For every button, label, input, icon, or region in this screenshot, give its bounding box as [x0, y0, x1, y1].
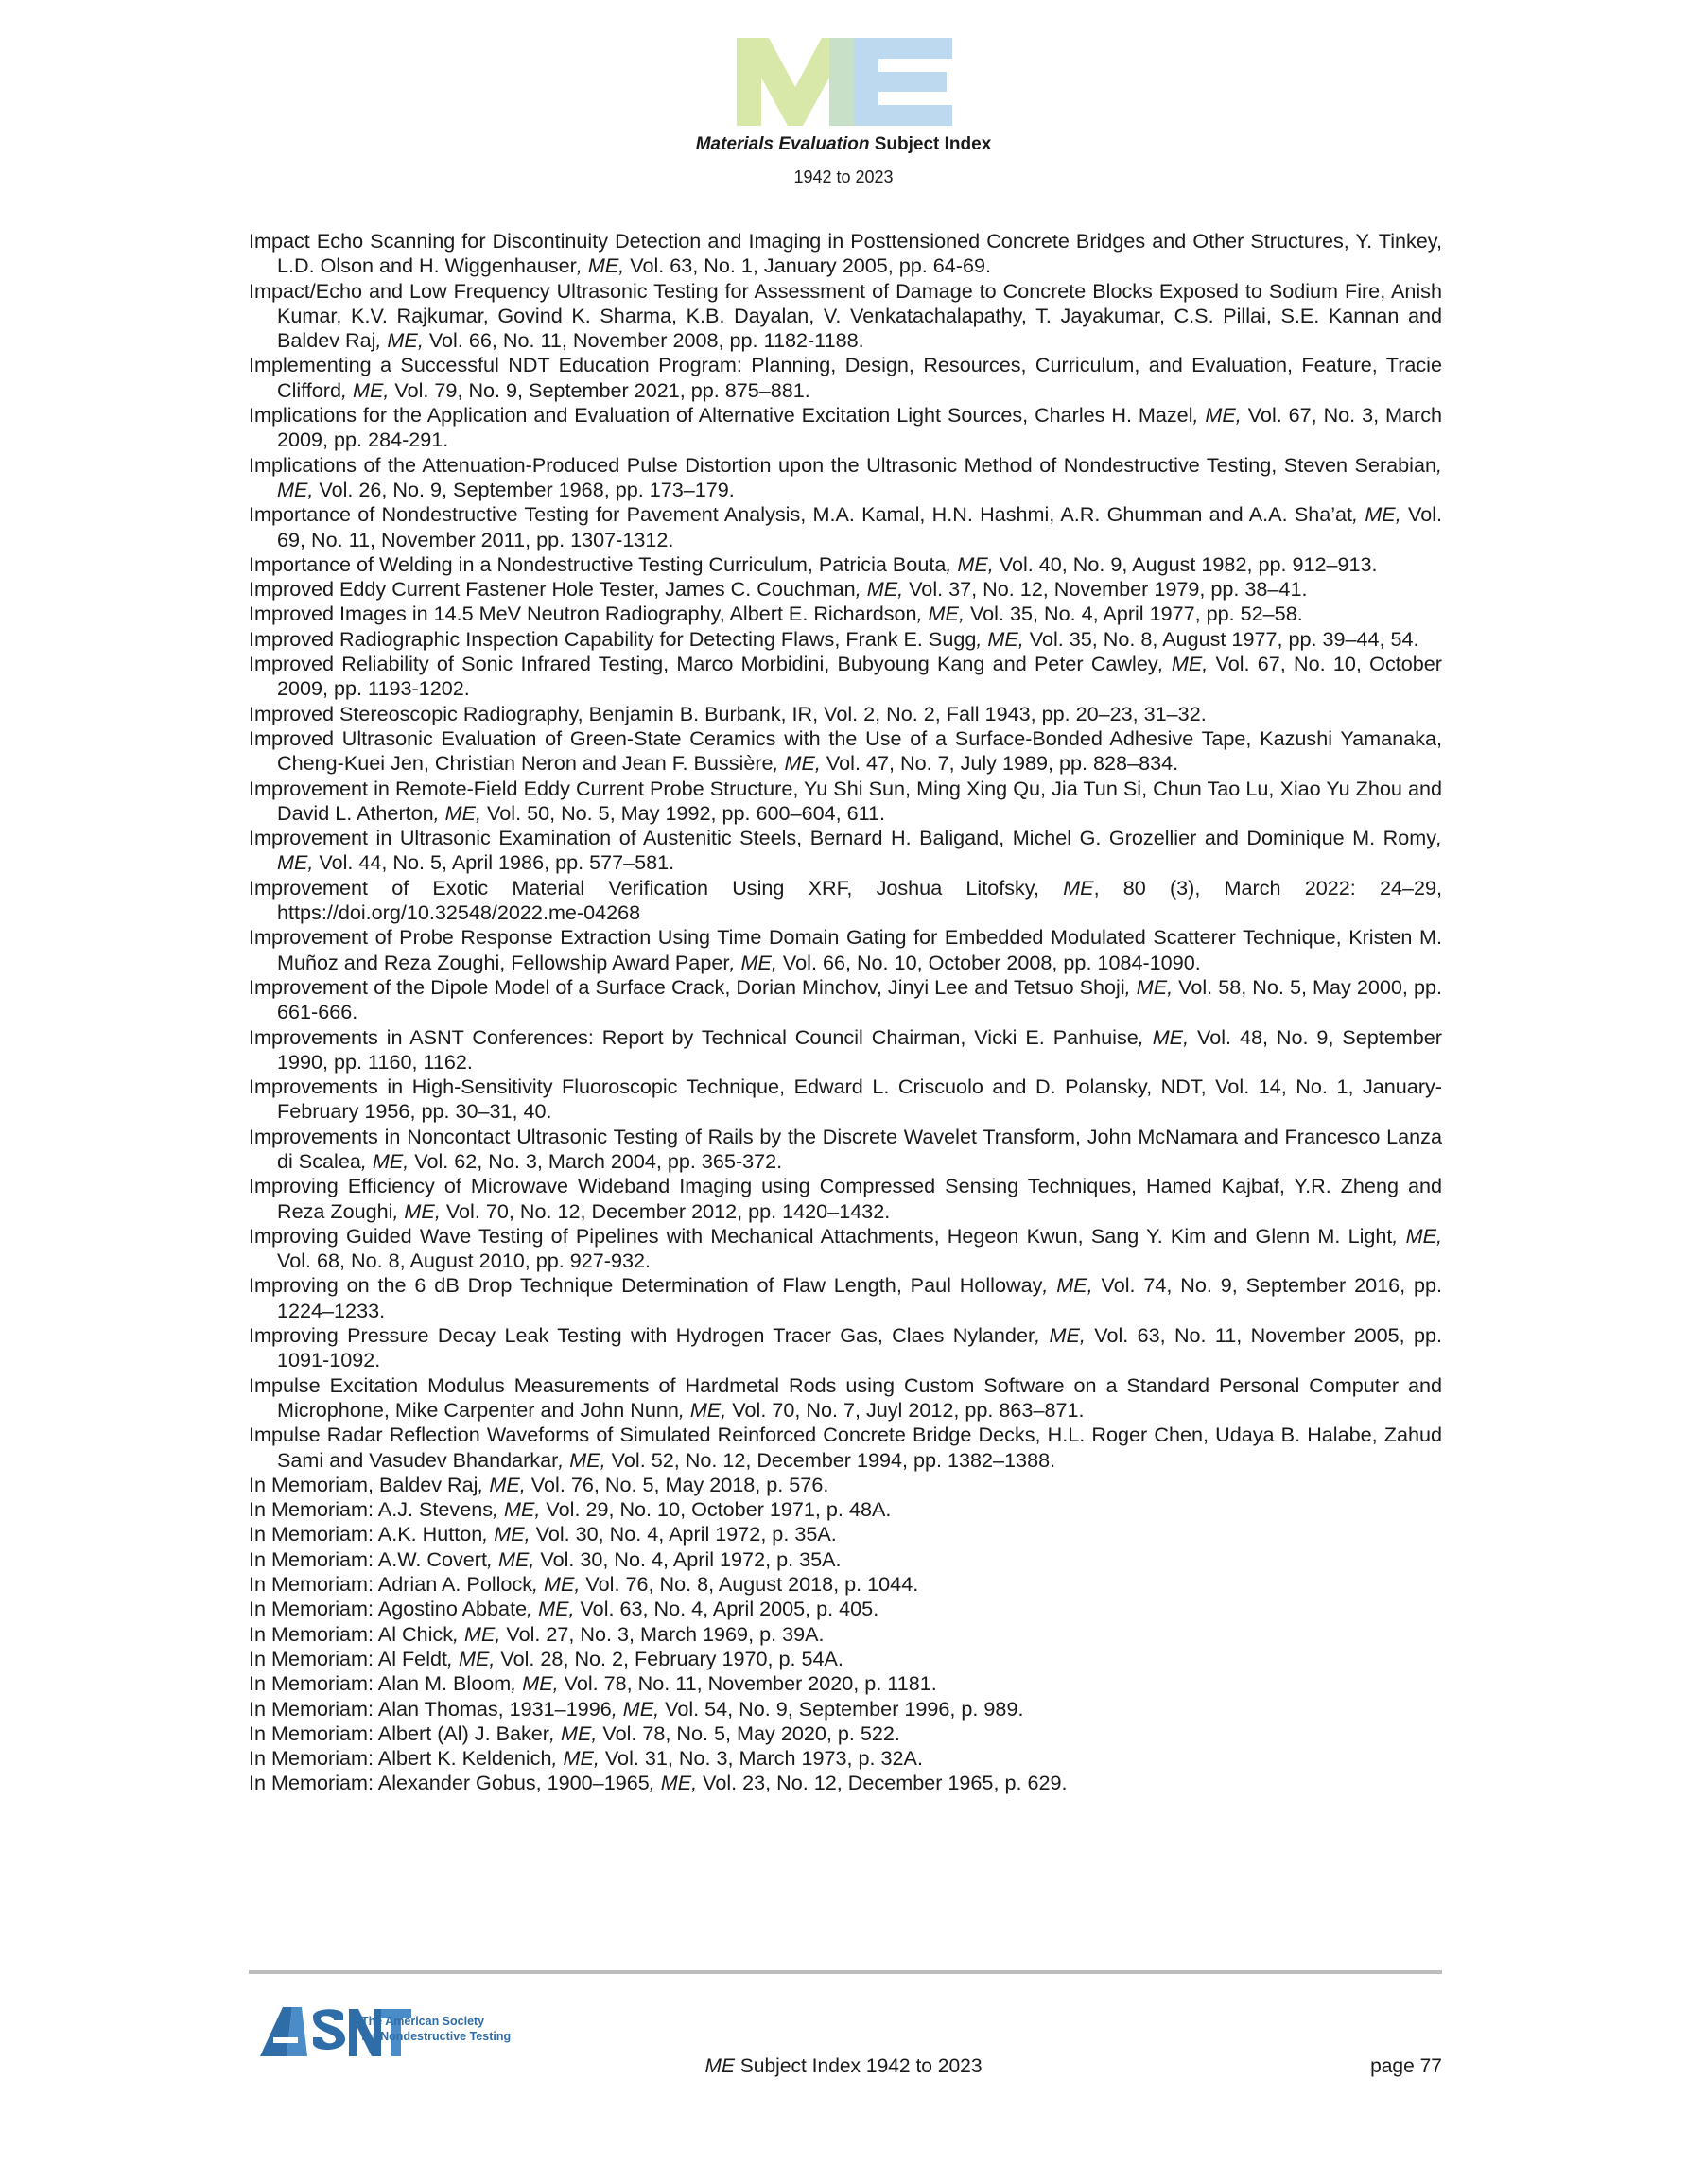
entry-journal: , ME, — [1138, 1024, 1190, 1049]
entry-citation: Vol. 28, No. 2, February 1970, p. 54A. — [495, 1646, 844, 1670]
entry-citation: Vol. 69, No. 11, November 2011, pp. 1307-1312. — [277, 502, 1442, 551]
entry-title-authors: Improvement of Exotic Material Verification Using XRF, Joshua Litofsky, — [249, 875, 1064, 900]
entry-journal: , ME, — [532, 1572, 581, 1597]
index-entry — [249, 1323, 1442, 1373]
entry-citation: Vol. 31, No. 3, March 1973, p. 32A. — [599, 1746, 923, 1771]
entry-title-authors: In Memoriam: Albert K. Keldenich — [249, 1746, 552, 1771]
entry-citation: Vol. 76, No. 8, August 2018, p. 1044. — [580, 1572, 919, 1597]
entry-citation: Vol. 63, No. 11, November 2005, pp. 1091-1092. — [277, 1323, 1442, 1372]
entry-journal: , ME, — [855, 577, 904, 602]
index-entry — [249, 502, 1442, 552]
entry-journal: , ME, — [1042, 1273, 1093, 1298]
entry-citation: Vol. 30, No. 4, April 1972, p. 35A. — [534, 1546, 842, 1571]
index-entries — [249, 229, 1442, 1796]
entry-citation: Vol. 62, No. 3, March 2004, pp. 365-372. — [409, 1148, 783, 1173]
entry-title-authors: Implementing a Successful NDT Education Program: Planning, Design, Resources, Curriculum, and Evaluation, Feature, Tracie Clifford — [249, 353, 1442, 402]
entry-title-authors: In Memoriam: Alan Thomas, 1931–1996 — [249, 1696, 612, 1721]
index-entry — [249, 1373, 1442, 1424]
entry-citation: Vol. 29, No. 10, October 1971, p. 48A. — [540, 1497, 892, 1522]
index-entry — [249, 652, 1442, 702]
entry-journal: , ME, — [549, 1721, 598, 1745]
entry-title-authors: In Memoriam: Al Chick — [249, 1621, 453, 1646]
entry-journal: , ME, — [558, 1447, 606, 1472]
me-logo — [737, 38, 952, 126]
entry-title-authors: Improved Radiographic Inspection Capability for Detecting Flaws, Frank E. Sugg — [249, 626, 977, 651]
entry-journal: , ME, — [392, 1198, 441, 1223]
entry-title-authors: In Memoriam: Al Feldt — [249, 1646, 448, 1670]
entry-title-authors: Impulse Radar Reflection Waveforms of Simulated Reinforced Concrete Bridge Decks, H.L. Roger Chen, Udaya B. Halabe, Zahud Sami and Vasudev Bhandarkar — [249, 1423, 1442, 1472]
entry-title-authors: Improving Pressure Decay Leak Testing with Hydrogen Tracer Gas, Claes Nylander — [249, 1323, 1035, 1348]
entry-journal: , ME, — [1352, 502, 1401, 527]
entry-citation: Vol. 44, No. 5, April 1986, pp. 577–581. — [313, 850, 675, 875]
entry-citation: Vol. 63, No. 1, January 2005, pp. 64-69. — [624, 253, 992, 278]
entry-journal: , ME, — [1035, 1323, 1086, 1348]
index-entry — [249, 1697, 1442, 1721]
entry-citation: Vol. 30, No. 4, April 1972, p. 35A. — [530, 1522, 837, 1546]
entry-journal: , ME, — [482, 1522, 530, 1546]
entry-journal: , ME, — [729, 950, 777, 974]
entry-citation: Vol. 67, No. 10, October 2009, pp. 1193-1202. — [277, 652, 1442, 701]
entry-citation: Vol. 79, No. 9, September 2021, pp. 875–881. — [389, 377, 810, 402]
entry-citation: Vol. 48, No. 9, September 1990, pp. 1160, 1162. — [277, 1024, 1442, 1074]
entry-journal: , ME, — [527, 1597, 575, 1621]
index-entry — [249, 627, 1442, 652]
entry-title-authors: Importance of Nondestructive Testing for Pavement Analysis, M.A. Kamal, H.N. Hashmi, A.R. Ghumman and A.A. Sha’at — [249, 502, 1353, 527]
asnt-org-line2: for Nondestructive Testing — [361, 2030, 512, 2043]
entry-citation: Vol. 67, No. 3, March 2009, pp. 284-291. — [277, 403, 1443, 452]
entry-citation: Vol. 23, No. 12, December 1965, p. 629. — [697, 1771, 1068, 1795]
entry-journal: , ME, — [277, 826, 1442, 875]
index-entry — [249, 975, 1442, 1025]
entry-citation: Vol. 66, No. 11, November 2008, pp. 1182-1188. — [423, 328, 864, 353]
index-years: 1942 to 2023 — [793, 167, 894, 186]
entry-title-authors: Implications of the Attenuation-Produced Pulse Distortion upon the Ultrasonic Method of Nondestructive Testing, Steven Serabian — [249, 452, 1436, 477]
entry-title-authors: Improved Images in 14.5 MeV Neutron Radiography, Albert E. Richardson — [249, 602, 917, 626]
index-entry — [249, 1025, 1442, 1075]
index-entry — [249, 1522, 1442, 1546]
entry-journal: , ME, — [551, 1746, 600, 1771]
index-entry — [249, 577, 1442, 602]
entry-title-authors: In Memoriam: Alexander Gobus, 1900–1965 — [249, 1771, 650, 1795]
entry-title-authors: Implications for the Application and Evaluation of Alternative Excitation Light Sources, Charles H. Mazel — [249, 403, 1193, 428]
entry-title-authors: In Memoriam, Baldev Raj — [249, 1472, 478, 1496]
entry-journal: , ME, — [375, 328, 424, 353]
entry-title-authors: Impact/Echo and Low Frequency Ultrasonic Testing for Assessment of Damage to Concrete Blocks Exposed to Sodium Fire, Anish Kumar, K.V. Rajkumar, Govind K. Sharma, K.B. Dayalan, V. Venkatachalapathy, T. Jayakumar, C.S. Pillai, S.E. Kannan and Baldev Raj — [249, 278, 1442, 353]
index-entry — [249, 1597, 1442, 1621]
index-title — [0, 133, 1687, 156]
index-entry — [249, 826, 1442, 876]
index-entry — [249, 1224, 1442, 1274]
entry-citation: Vol. 54, No. 9, September 1996, p. 989. — [659, 1696, 1024, 1721]
index-entry — [249, 229, 1442, 279]
entry-journal: , ME, — [360, 1148, 409, 1173]
index-entry — [249, 1647, 1442, 1671]
entry-title-authors: Improvements in Noncontact Ultrasonic Testing of Rails by the Discrete Wavelet Transform, John McNamara and Francesco Lanza di Scalea — [249, 1124, 1442, 1173]
entry-journal: , ME, — [478, 1472, 526, 1496]
index-entry — [249, 1273, 1442, 1323]
index-entry — [249, 403, 1442, 453]
index-entry — [249, 1671, 1442, 1696]
index-entry — [249, 1423, 1442, 1473]
entry-title-authors: In Memoriam: A.W. Covert — [249, 1546, 487, 1571]
index-entry — [249, 353, 1442, 403]
index-entry — [249, 1572, 1442, 1597]
entry-journal: , ME, — [1392, 1223, 1443, 1248]
index-entry — [249, 925, 1442, 975]
entry-journal: , ME, — [946, 551, 994, 576]
index-entry — [249, 1721, 1442, 1746]
entry-title-authors: Improving on the 6 dB Drop Technique Determination of Flaw Length, Paul Holloway — [249, 1273, 1043, 1298]
entry-title-authors: Importance of Welding in a Nondestructive Testing Curriculum, Patricia Bouta — [249, 551, 947, 576]
index-entry — [249, 1174, 1442, 1224]
entry-title-authors: In Memoriam: Alan M. Bloom — [249, 1671, 512, 1696]
index-entry — [249, 602, 1442, 626]
entry-journal: ME — [1063, 875, 1094, 900]
entry-citation: Vol. 35, No. 8, August 1977, pp. 39–44, 54. — [1023, 626, 1419, 651]
entry-title-authors: In Memoriam: Agostino Abbate — [249, 1597, 528, 1621]
entry-citation: Vol. 63, No. 4, April 2005, p. 405. — [574, 1597, 879, 1621]
entry-citation: Vol. 26, No. 9, September 1968, pp. 173–179. — [313, 477, 735, 501]
index-entry — [249, 1075, 1442, 1125]
index-entry — [249, 1746, 1442, 1771]
entry-title-authors: Improving Efficiency of Microwave Wideband Imaging using Compressed Sensing Techniques, Hamed Kajbaf, Y.R. Zheng and Reza Zoughi — [249, 1174, 1442, 1223]
entry-citation: Vol. 70, No. 12, December 2012, pp. 1420–1432. — [440, 1198, 891, 1223]
index-entry — [249, 1622, 1442, 1647]
entry-journal: , ME, — [277, 452, 1442, 501]
entry-journal: , ME, — [433, 800, 482, 825]
entry-title-authors: In Memoriam: Albert (Al) J. Baker — [249, 1721, 549, 1745]
entry-title-authors: Improvement of the Dipole Model of a Surface Crack, Dorian Minchov, Jinyi Lee and Tetsuo Shoji — [249, 974, 1125, 999]
index-entry — [249, 1473, 1442, 1497]
entry-citation: Vol. 47, No. 7, July 1989, pp. 828–834. — [820, 751, 1179, 776]
entry-citation: Vol. 70, No. 7, Juyl 2012, pp. 863–871. — [726, 1397, 1085, 1422]
index-entry — [249, 1771, 1442, 1795]
index-entry — [249, 1547, 1442, 1572]
entry-citation: Vol. 27, No. 3, March 1969, p. 39A. — [500, 1621, 825, 1646]
entry-title-authors: In Memoriam: A.K. Hutton — [249, 1522, 483, 1546]
asnt-org-name — [361, 2014, 511, 2044]
footer-title-rest: Subject Index 1942 to 2023 — [734, 2055, 983, 2077]
entry-citation: Vol. 58, No. 5, May 2000, pp. 661-666. — [277, 974, 1442, 1024]
entry-citation: Vol. 35, No. 4, April 1977, pp. 52–58. — [964, 602, 1303, 626]
entry-journal: , ME, — [447, 1646, 496, 1670]
page-number: page 77 — [1370, 2055, 1442, 2077]
entry-title-authors: Improved Ultrasonic Evaluation of Green-State Ceramics with the Use of a Surface-Bonded Adhesive Tape, Kazushi Yamanaka, Cheng-Kuei Jen, Christian Neron and Jean F. Bussière — [249, 725, 1442, 776]
entry-citation: Vol. 40, No. 9, August 1982, pp. 912–913. — [993, 551, 1378, 576]
footer-journal-abbrev: ME — [704, 2055, 735, 2077]
index-entry — [249, 552, 1442, 577]
index-entry — [249, 1497, 1442, 1522]
entry-citation: Vol. 37, No. 12, November 1979, pp. 38–41. — [903, 577, 1308, 602]
entry-title-authors: Improvement of Probe Response Extraction Using Time Domain Gating for Embedded Modulated Scatterer Technique, Kristen M. Muñoz and Reza Zoughi, Fellowship Award Paper — [249, 925, 1442, 974]
index-entry — [249, 1125, 1442, 1175]
entry-title-authors: Improved Stereoscopic Radiography, Benjamin B. Burbank, IR, Vol. 2, No. 2, Fall 1943, pp. 20–23, 31–32. — [249, 701, 1207, 725]
asnt-org-line1: The American Society — [361, 2015, 485, 2028]
entry-journal: , ME, — [649, 1771, 698, 1795]
entry-citation: Vol. 68, No. 8, August 2010, pp. 927-932. — [277, 1249, 651, 1273]
entry-journal: , ME, — [1124, 974, 1174, 999]
entry-journal: , ME, — [1157, 652, 1209, 676]
entry-title-authors: Improving Guided Wave Testing of Pipelines with Mechanical Attachments, Hegeon Kwun, Sang Y. Kim and Glenn M. Light — [249, 1223, 1393, 1248]
entry-citation: Vol. 52, No. 12, December 1994, pp. 1382–1388. — [605, 1447, 1056, 1472]
entry-title-authors: Improved Reliability of Sonic Infrared Testing, Marco Morbidini, Bubyoung Kang and Peter Cawley — [249, 652, 1158, 676]
entry-citation: Vol. 78, No. 11, November 2020, p. 1181. — [558, 1671, 937, 1696]
entry-journal: , ME, — [493, 1497, 541, 1522]
entry-title-authors: Impulse Excitation Modulus Measurements of Hardmetal Rods using Custom Software on a Standard Personal Computer and Microphone, Mike Carpenter and John Nunn — [249, 1372, 1442, 1422]
entry-citation: , 80 (3), March 2022: 24–29, https://doi.org/10.32548/2022.me-04268 — [277, 875, 1443, 925]
entry-journal: , ME, — [576, 253, 625, 278]
entry-journal: , ME, — [487, 1546, 535, 1571]
entry-journal: , ME, — [341, 377, 390, 402]
index-entry — [249, 453, 1442, 503]
asnt-logo-text: ASNT — [258, 2000, 261, 2001]
entry-title-authors: In Memoriam: A.J. Stevens — [249, 1497, 494, 1522]
entry-title-authors: In Memoriam: Adrian A. Pollock — [249, 1572, 533, 1597]
index-entry — [249, 279, 1442, 354]
entry-journal: , ME, — [773, 751, 821, 776]
entry-title-authors: Improved Eddy Current Fastener Hole Tester, James C. Couchman — [249, 577, 856, 602]
entry-title-authors: Impact Echo Scanning for Discontinuity Detection and Imaging in Posttensioned Concrete Bridges and Other Structures, Y. Tinkey, L.D. Olson and H. Wiggenhauser — [249, 229, 1442, 278]
entry-title-authors: Improvement in Remote-Field Eddy Current Probe Structure, Yu Shi Sun, Ming Xing Qu, Jia Tun Si, Chun Tao Lu, Xiao Yu Zhou and David L. Atherton — [249, 776, 1442, 825]
journal-name: Materials Evaluation — [695, 134, 870, 154]
entry-citation: Vol. 74, No. 9, September 2016, pp. 1224–1233. — [277, 1273, 1443, 1322]
entry-journal: , ME, — [916, 602, 965, 626]
entry-citation: Vol. 76, No. 5, May 2018, p. 576. — [525, 1472, 829, 1496]
entry-journal: , ME, — [976, 626, 1024, 651]
entry-journal: , ME, — [511, 1671, 559, 1696]
entry-journal: , ME, — [678, 1397, 727, 1422]
entry-title-authors: Improvements in High-Sensitivity Fluoroscopic Technique, Edward L. Criscuolo and D. Polansky, NDT, Vol. 14, No. 1, January-February 1956, pp. 30–31, 40. — [249, 1075, 1442, 1124]
index-entry — [249, 777, 1442, 827]
entry-journal: , ME, — [1192, 403, 1242, 428]
entry-title-authors: Improvements in ASNT Conferences: Report by Technical Council Chairman, Vicki E. Panhuise — [249, 1024, 1139, 1049]
index-title-rest: Subject Index — [869, 134, 992, 154]
index-entry — [249, 726, 1442, 777]
entry-citation: Vol. 66, No. 10, October 2008, pp. 1084-1090. — [776, 950, 1201, 974]
entry-title-authors: Improvement in Ultrasonic Examination of Austenitic Steels, Bernard H. Baligand, Michel G. Grozellier and Dominique M. Romy — [249, 826, 1436, 850]
entry-journal: , ME, — [611, 1696, 660, 1721]
footer-divider — [249, 1970, 1442, 1974]
index-entry — [249, 876, 1442, 926]
entry-citation: Vol. 78, No. 5, May 2020, p. 522. — [597, 1721, 900, 1745]
index-entry — [249, 702, 1442, 726]
entry-journal: , ME, — [453, 1621, 501, 1646]
entry-citation: Vol. 50, No. 5, May 1992, pp. 600–604, 611. — [481, 800, 886, 825]
